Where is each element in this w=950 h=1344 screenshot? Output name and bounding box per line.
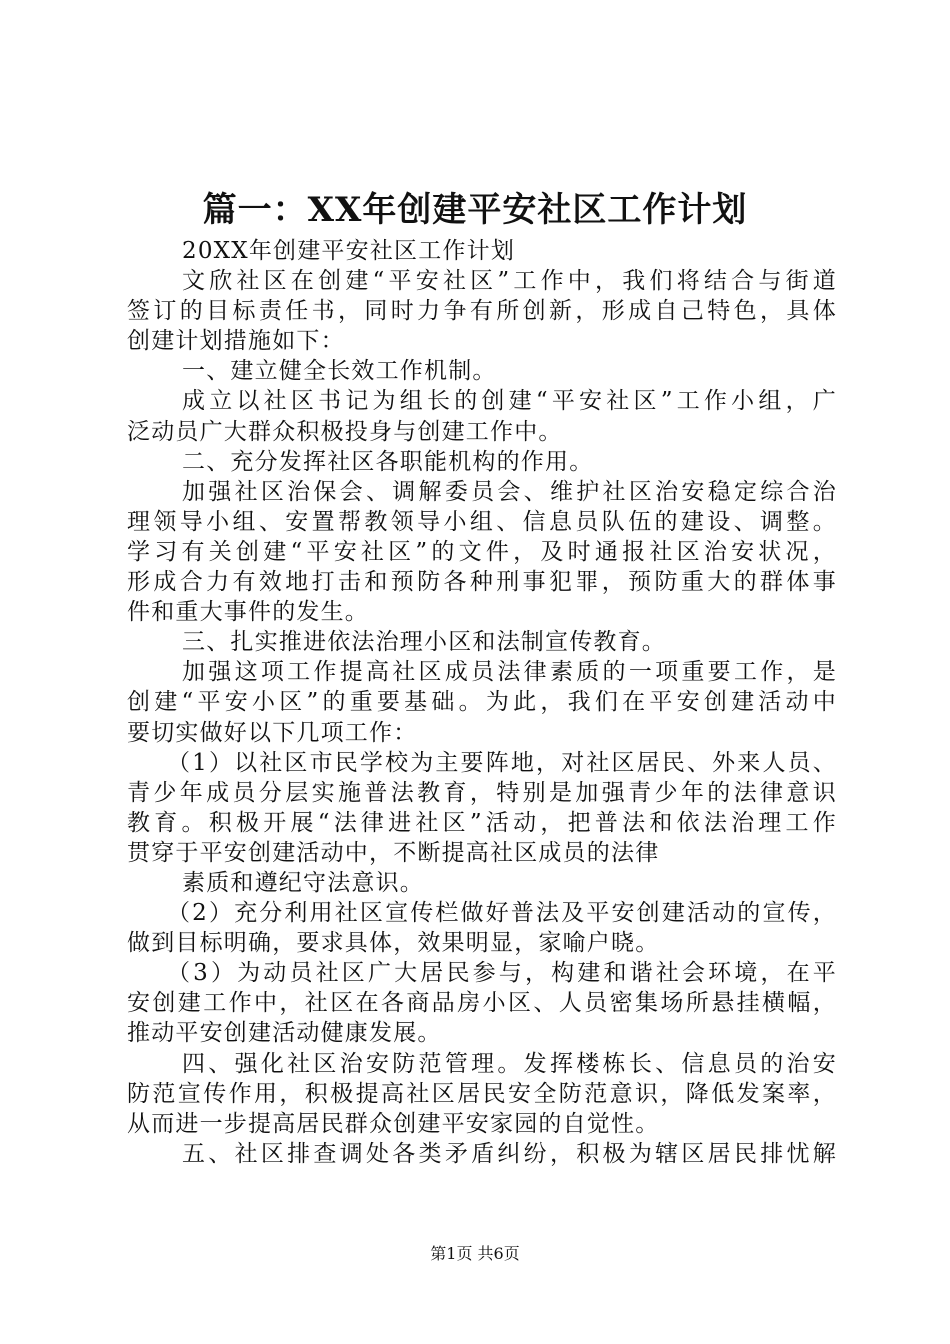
text-line: 文欣社区在创建“平安社区”工作中，我们将结合与街道 [182,268,837,295]
text-line: 三、扎实推进依法治理小区和法制宣传教育。 [182,629,666,656]
text-line: 一、建立健全长效工作机制。 [182,358,497,385]
text-line: 做到目标明确，要求具体，效果明显，家喻户晓。 [127,930,660,957]
text-line: 加强这项工作提高社区成员法律素质的一项重要工作，是 [182,659,837,686]
text-line: 素质和遵纪守法意识。 [182,869,424,896]
text-line: 从而进一步提高居民群众创建平安家园的自觉性。 [127,1110,660,1137]
page-footer: 第1页 共6页 [430,1244,520,1263]
text-line: 泛动员广大群众积极投身与创建工作中。 [127,418,563,445]
text-line: 理领导小组、安置帮教领导小组、信息员队伍的建设、调整。 [127,508,837,535]
text-line: 青少年成员分层实施普法教育，特别是加强青少年的法律意识 [127,779,837,806]
document-title: 篇一：XX年创建平安社区工作计划 [202,190,748,230]
text-line: 签订的目标责任书，同时力争有所创新，形成自己特色，具体 [127,298,837,325]
text-line: 要切实做好以下几项工作： [127,719,418,746]
text-line: 四、强化社区治安防范管理。发挥楼栋长、信息员的治安 [182,1050,837,1077]
text-line: 创建计划措施如下： [127,328,345,355]
text-line: 学习有关创建“平安社区”的文件，及时通报社区治安状况， [127,538,837,565]
text-line: 二、充分发挥社区各职能机构的作用。 [182,448,594,475]
text-line: 防范宣传作用，积极提高社区居民安全防范意识，降低发案率， [127,1080,837,1107]
text-line: 创建“平安小区”的重要基础。为此，我们在平安创建活动中 [127,689,837,716]
text-line: 推动平安创建活动健康发展。 [127,1020,442,1047]
text-line: 教育。积极开展“法律进社区”活动，把普法和依法治理工作 [127,809,837,836]
text-line: 安创建工作中，社区在各商品房小区、人员密集场所悬挂横幅， [127,990,837,1017]
text-line: 形成合力有效地打击和预防各种刑事犯罪，预防重大的群体事 [127,569,837,596]
text-line: 五、社区排查调处各类矛盾纠纷，积极为辖区居民排忧解 [182,1140,837,1167]
text-line: （3）为动员社区广大居民参与，构建和谐社会环境，在平 [167,960,837,987]
text-line: 加强社区治保会、调解委员会、维护社区治安稳定综合治 [182,478,837,505]
text-line: 成立以社区书记为组长的创建“平安社区”工作小组，广 [182,388,837,415]
text-line: （1）以社区市民学校为主要阵地，对社区居民、外来人员、 [167,749,837,776]
text-line: 20XX年创建平安社区工作计划 [182,238,516,264]
text-line: 件和重大事件的发生。 [127,599,369,626]
text-line: 贯穿于平安创建活动中，不断提高社区成员的法律 [127,839,660,866]
document-body [127,236,837,1169]
text-line: （2）充分利用社区宣传栏做好普法及平安创建活动的宣传， [167,900,837,927]
